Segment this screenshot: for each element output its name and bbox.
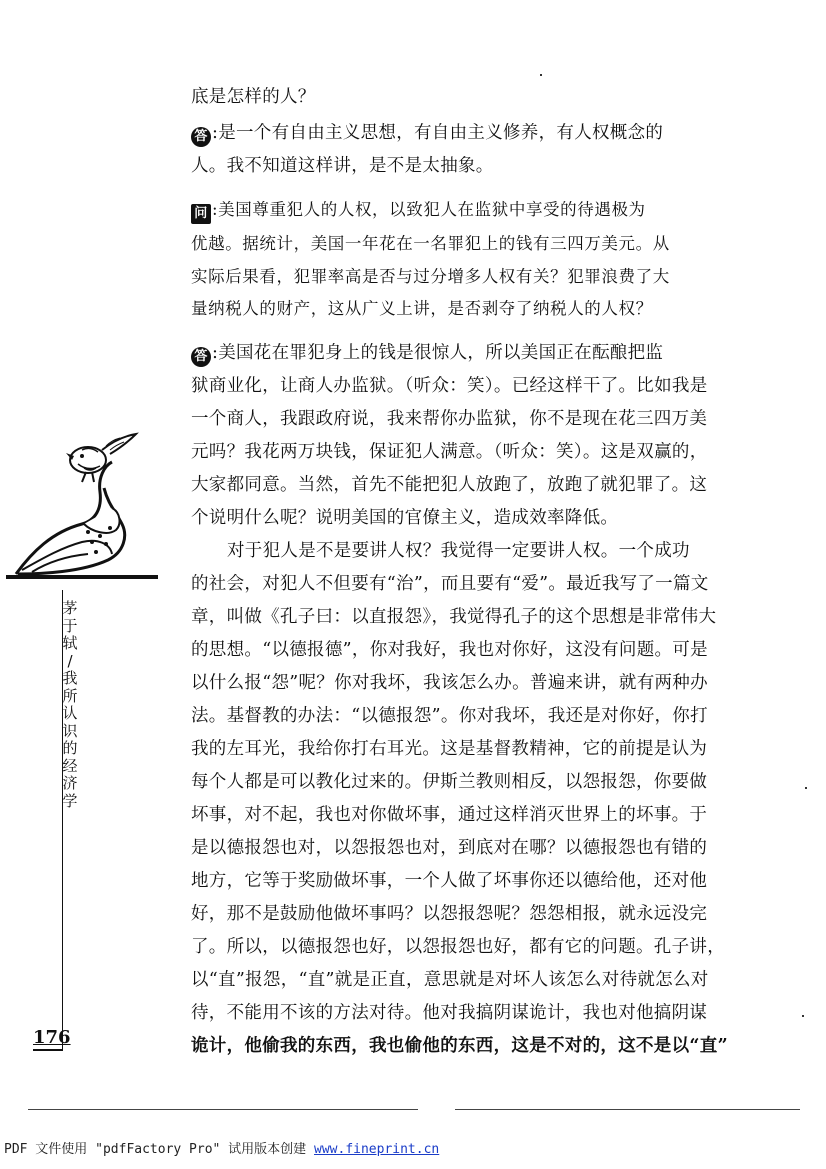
text-line: 法。基督教的办法：“以德报怨”。你对我坏，我还是对你好，你打 [191,706,708,726]
text-line: 个说明什么呢？说明美国的官僚主义，造成效率降低。 [191,508,619,528]
text-line: 人。我不知道这样讲，是不是太抽象。 [191,156,494,176]
text-line: 地方，它等于奖励做坏事，一个人做了坏事你还以德给他，还对他 [191,871,708,891]
text-line: 一个商人，我跟政府说，我来帮你办监狱，你不是现在花三四万美 [191,409,708,429]
text-line: 以什么报“怨”呢？你对我坏，我该怎么办。普遍来讲，就有两种办 [191,673,708,693]
text-line: 坏事，对不起，我也对你做坏事，通过这样消灭世界上的坏事。于 [191,805,708,825]
scan-speck [805,787,807,789]
running-title: 茅 于 轼 / 我 所 认 识 的 经 济 学 [62,599,78,810]
text-line: 我的左耳光，我给你打右耳光。这是基督教精神，它的前提是认为 [191,739,708,759]
text-line: 待，不能用不该的方法对待。他对我搞阴谋诡计，我也对他搞阴谋 [191,1003,708,1023]
answer-line: 答 :美国花在罪犯身上的钱是很惊人，所以美国正在酝酿把监 [191,342,663,367]
text-line: 了。所以，以德报怨也好，以怨报怨也好，都有它的问题。孔子讲， [191,937,725,957]
ornament-bar [6,575,158,579]
text-line: 对于犯人是不是要讲人权？我觉得一定要讲人权。一个成功 [227,541,690,561]
scan-speck [802,1015,804,1017]
answer-line: 答 :是一个有自由主义思想，有自由主义修养，有人权概念的 [191,122,663,147]
text-line: 每个人都是可以教化过来的。伊斯兰教则相反，以怨报怨，你要做 [191,772,708,792]
text-line: 的社会，对犯人不但要有“治”，而且要有“爱”。最近我写了一篇文 [191,574,709,594]
text-line: 以“直”报怨，“直”就是正直，意思就是对坏人该怎么对待就怎么对 [191,970,709,990]
page-number-rule [33,1049,63,1051]
bird-ornament-icon [12,432,160,582]
question-badge-icon: 问 [191,204,211,224]
page-number: 176 [33,1027,71,1048]
bottom-rule [28,1109,418,1110]
question-line: 量纳税人的财产，这从广义上讲，是否剥夺了纳税人的人权？ [191,299,653,318]
question-line: 实际后果看，犯罪率高是否与过分增多人权有关？犯罪浪费了大 [191,267,670,286]
question-line: 优越。据统计，美国一年花在一名罪犯上的钱有三四万美元。从 [191,234,670,253]
text-line: 底是怎样的人？ [191,87,316,107]
answer-badge-icon: 答 [191,127,211,147]
footer-text: PDF 文件使用 "pdfFactory Pro" 试用版本创建 [4,1142,315,1157]
text-line: 狱商业化，让商人办监狱。（听众：笑）。已经这样干了。比如我是 [191,376,708,396]
question-line: 问 :美国尊重犯人的人权，以致犯人在监狱中享受的待遇极为 [191,199,646,224]
footer-link[interactable]: www.fineprint.cn [314,1142,440,1157]
text-line: 好，那不是鼓励他做坏事吗？以怨报怨呢？怨怨相报，就永远没完 [191,904,708,924]
text-line: 是以德报怨也对，以怨报怨也对，到底对在哪？以德报怨也有错的 [191,838,708,858]
text-line: 诡计，他偷我的东西，我也偷他的东西，这是不对的，这不是以“直” [191,1036,728,1056]
pdf-footer [4,1138,439,1157]
text-line: 的思想。“以德报德”，你对我好，我也对你好，这没有问题。可是 [191,640,708,660]
bottom-rule [455,1109,800,1110]
text-line: 元吗？我花两万块钱，保证犯人满意。（听众：笑）。这是双赢的， [191,442,708,462]
scan-speck [540,74,542,76]
answer-badge-icon: 答 [191,347,211,367]
text-line: 章，叫做《孔子曰：以直报怨》，我觉得孔子的这个思想是非常伟大 [191,607,717,627]
text-line: 大家都同意。当然，首先不能把犯人放跑了，放跑了就犯罪了。这 [191,475,708,495]
